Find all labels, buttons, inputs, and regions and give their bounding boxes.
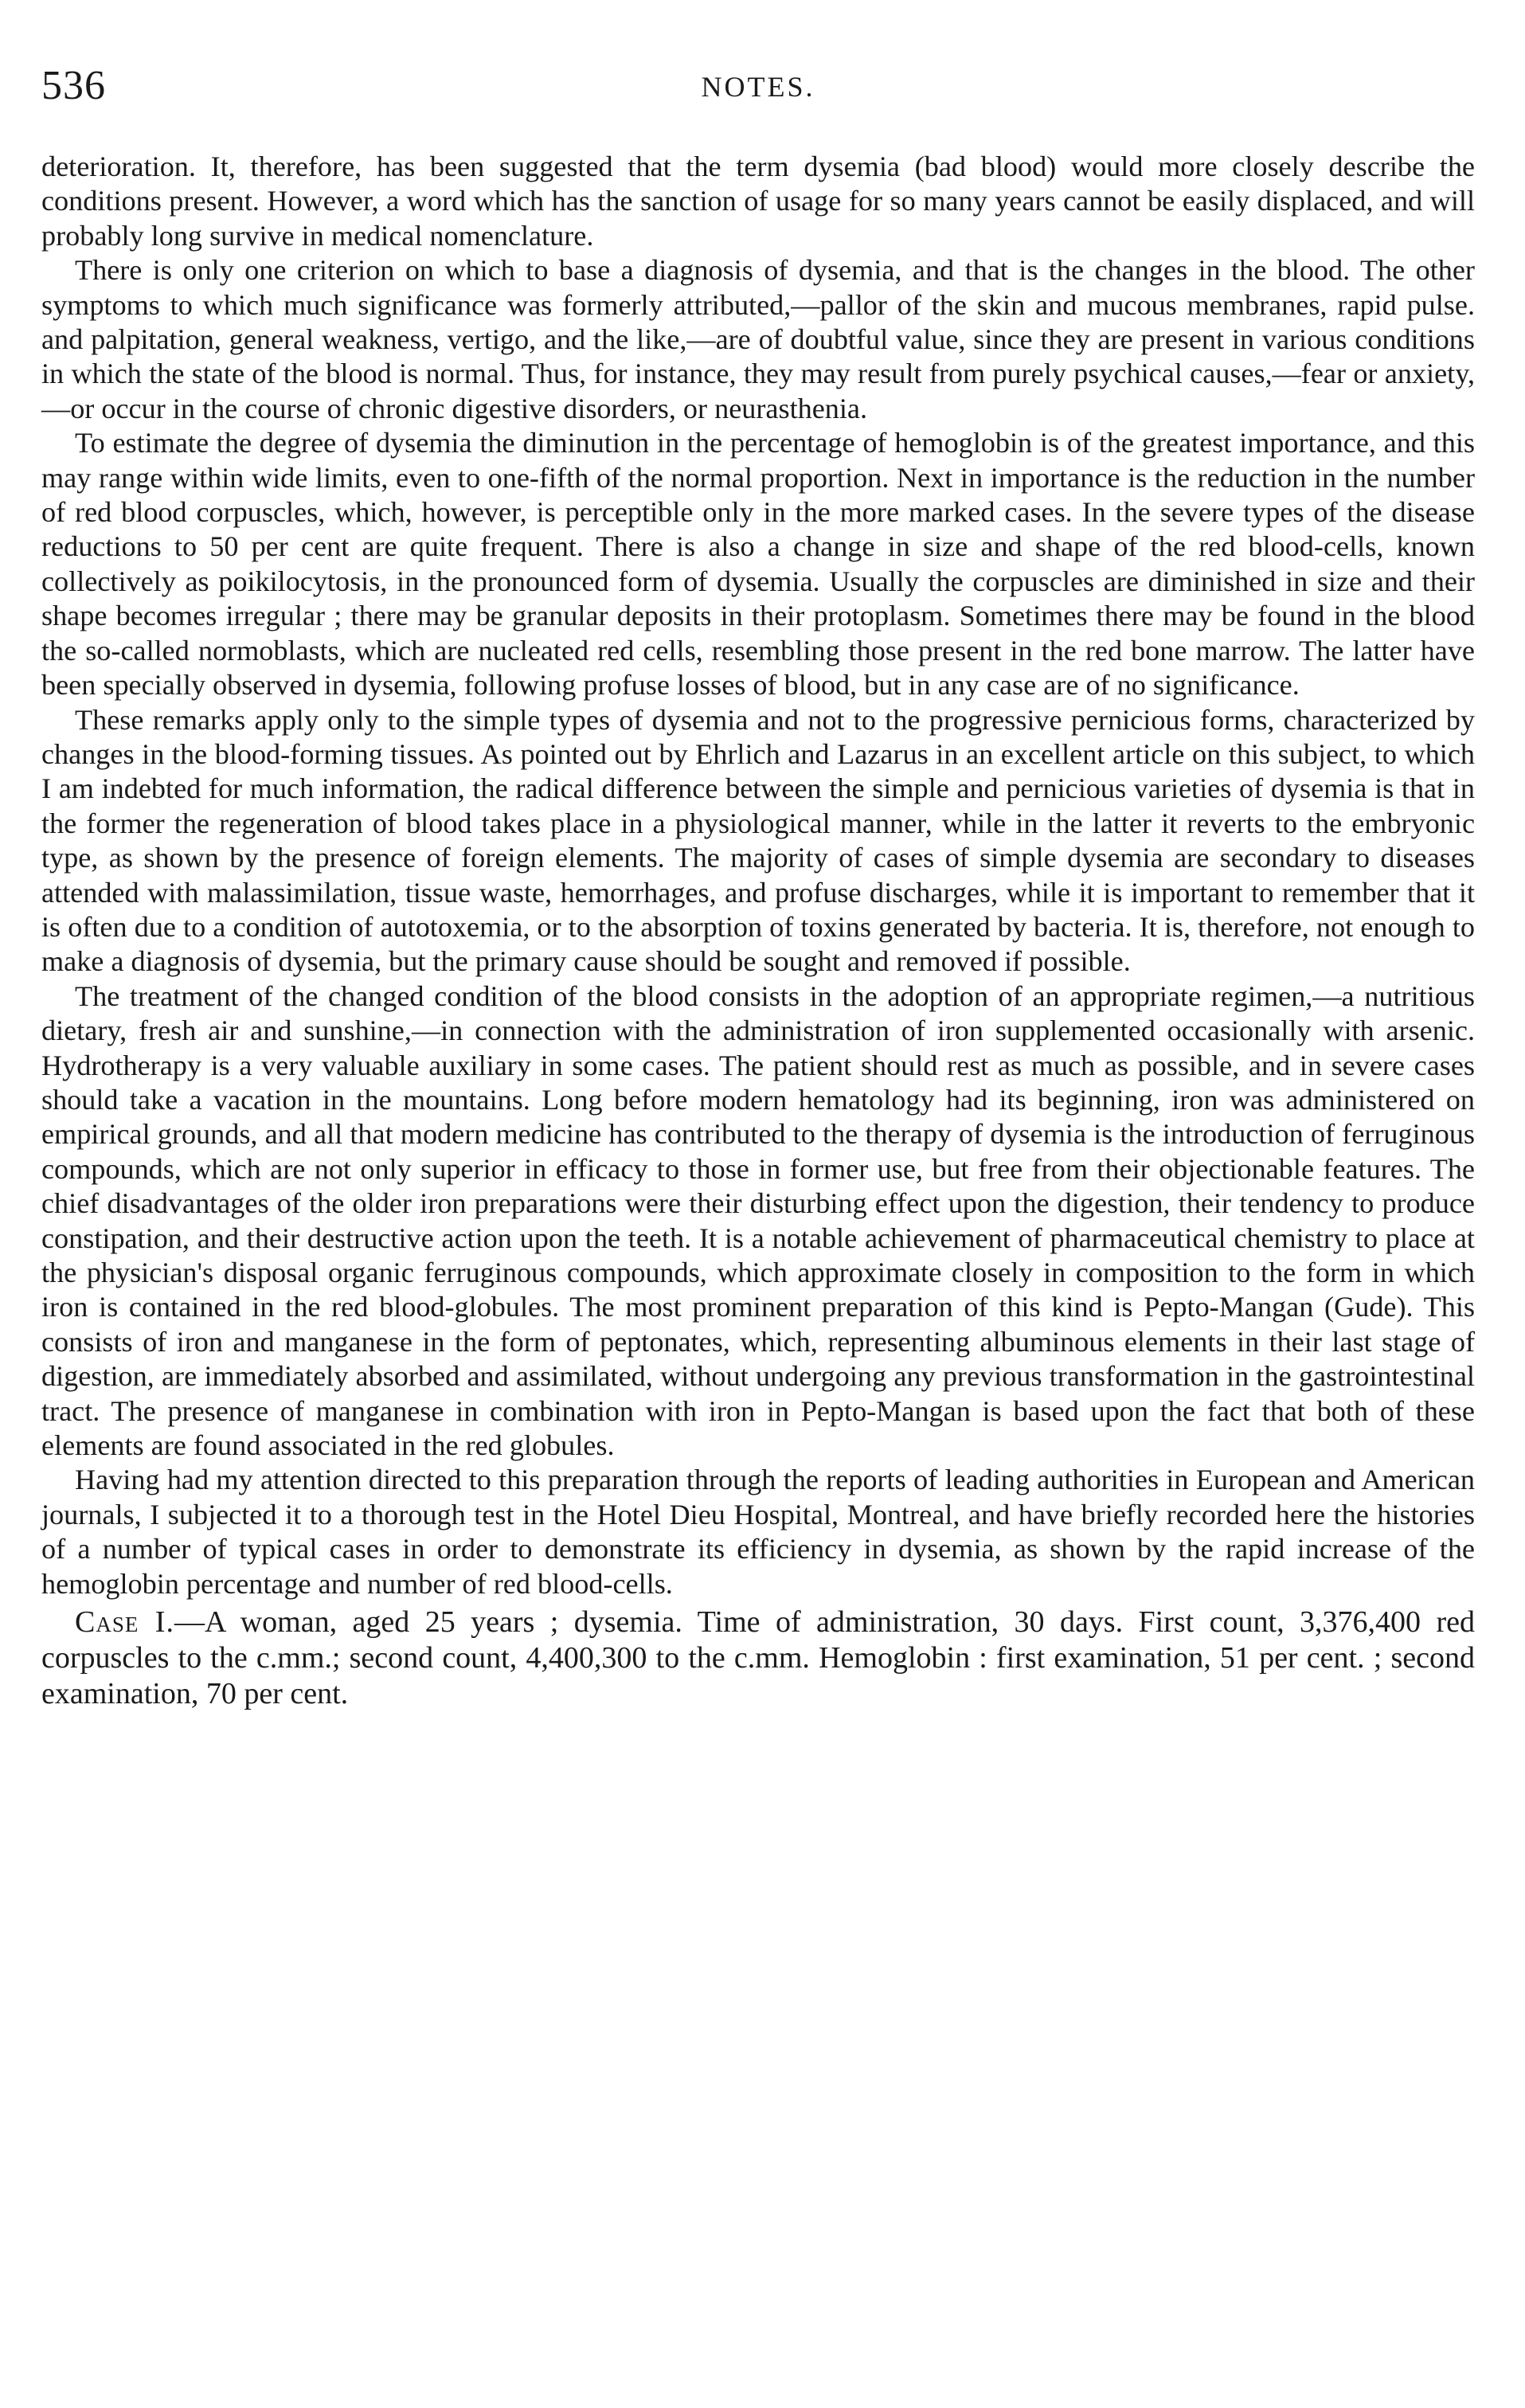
case-text: —A woman, aged 25 years ; dysemia. Time of administration, 30 days. First count, 3,376,400 red corpuscles to the c.mm.; second count, 4,400,300 to the c.mm. Hemoglobin : first examination, 51 per cent. ; second examination, 70 per cent. [41,1605,1475,1711]
paragraph-diagnosis-criterion: There is only one criterion on which to base a diagnosis of dysemia, and that is the changes in the blood. The other symptoms to which much significance was formerly attributed,—pallor of the skin and mucous membranes, rapid pulse. and palpitation, general weakness, vertigo, and the like,—are of doubtful value, since they are present in various conditions in which the state of the blood is normal. Thus, for instance, they may result from purely psychical causes,—fear or anxiety,—or occur in the course of chronic digestive disorders, or neurasthenia. [41,254,1475,424]
paragraph-pernicious-forms: These remarks apply only to the simple types of dysemia and not to the progressive pernicious forms, characterized by changes in the blood-forming tissues. As pointed out by Ehrlich and Lazarus in an excellent article on this subject, to which I am indebted for much information, the radical difference between the simple and pernicious varieties of dysemia is that in the former the regeneration of blood takes place in a physiological manner, while in the latter it reverts to the embryonic type, as shown by the presence of foreign elements. The majority of cases of simple dysemia are secondary to diseases attended with malassimilation, tissue waste, hemorrhages, and profuse discharges, while it is important to remember that it is often due to a condition of autotoxemia, or to the absorption of toxins generated by bacteria. It is, therefore, not enough to make a diagnosis of dysemia, but the primary cause should be sought and removed if possible. [41,703,1475,978]
page-number: 536 [41,63,106,108]
case-label: Case I. [75,1605,174,1640]
paragraph-continuation: deterioration. It, therefore, has been suggested that the term dysemia (bad blood) would more closely describe the conditions present. However, a word which has the sanction of usage for so many years cannot be easily displaced, and will probably long survive in medical nomenclature. [41,150,1475,252]
paragraph-treatment: The treatment of the changed condition of the blood consists in the adoption of an appropriate regimen,—a nutritious dietary, fresh air and sunshine,—in connection with the administration of iron supplemented occasionally with arsenic. Hydrotherapy is a very valuable auxiliary in some cases. The patient should rest as much as possible, and in severe cases should take a vacation in the mountains. Long before modern hematology had its beginning, iron was administered on empirical grounds, and all that modern medicine has contributed to the therapy of dysemia is the introduction of ferruginous compounds, which are not only superior in efficacy to those in former use, but free from their objectionable features. The chief disadvantages of the older iron preparations were their disturbing effect upon the digestion, their tendency to produce constipation, and their destructive action upon the teeth. It is a notable achievement of pharmaceutical chemistry to place at the physician's disposal organic ferruginous compounds, which approximate closely in composition to the form in which iron is contained in the red blood-globules. The most prominent preparation of this kind is Pepto-Mangan (Gude). This consists of iron and manganese in the form of peptonates, which, representing albuminous elements in their last stage of digestion, are immediately absorbed and assimilated, without undergoing any previous transformation in the gastrointestinal tract. The presence of manganese in combination with iron in Pepto-Mangan is based upon the fact that both of these elements are found associated in the red globules. [41,979,1475,1462]
paragraph-hemoglobin-estimate: To estimate the degree of dysemia the diminution in the percentage of hemoglobin is of the greatest importance, and this may range within wide limits, even to one-fifth of the normal proportion. Next in importance is the reduction in the number of red blood corpuscles, which, however, is perceptible only in the more marked cases. In the severe types of the disease reductions to 50 per cent are quite frequent. There is also a change in size and shape of the red blood-cells, known collectively as poikilocytosis, in the pronounced form of dysemia. Usually the corpuscles are diminished in size and their shape becomes irregular ; there may be granular deposits in their protoplasm. Sometimes there may be found in the blood the so-called normoblasts, which are nucleated red cells, resembling those present in the red bone marrow. The latter have been specially observed in dysemia, following profuse losses of blood, but in any case are of no significance. [41,427,1475,702]
case-report [41,1605,1475,1712]
page-header [41,62,1475,118]
running-head: NOTES. [701,71,815,103]
paragraph-hospital-test: Having had my attention directed to this preparation through the reports of leading authorities in European and American journals, I subjected it to a thorough test in the Hotel Dieu Hospital, Montreal, and have briefly recorded here the histories of a number of typical cases in order to demonstrate its efficiency in dysemia, as shown by the rapid increase of the hemoglobin percentage and number of red blood-cells. [41,1464,1475,1600]
body-text [41,150,1475,1712]
